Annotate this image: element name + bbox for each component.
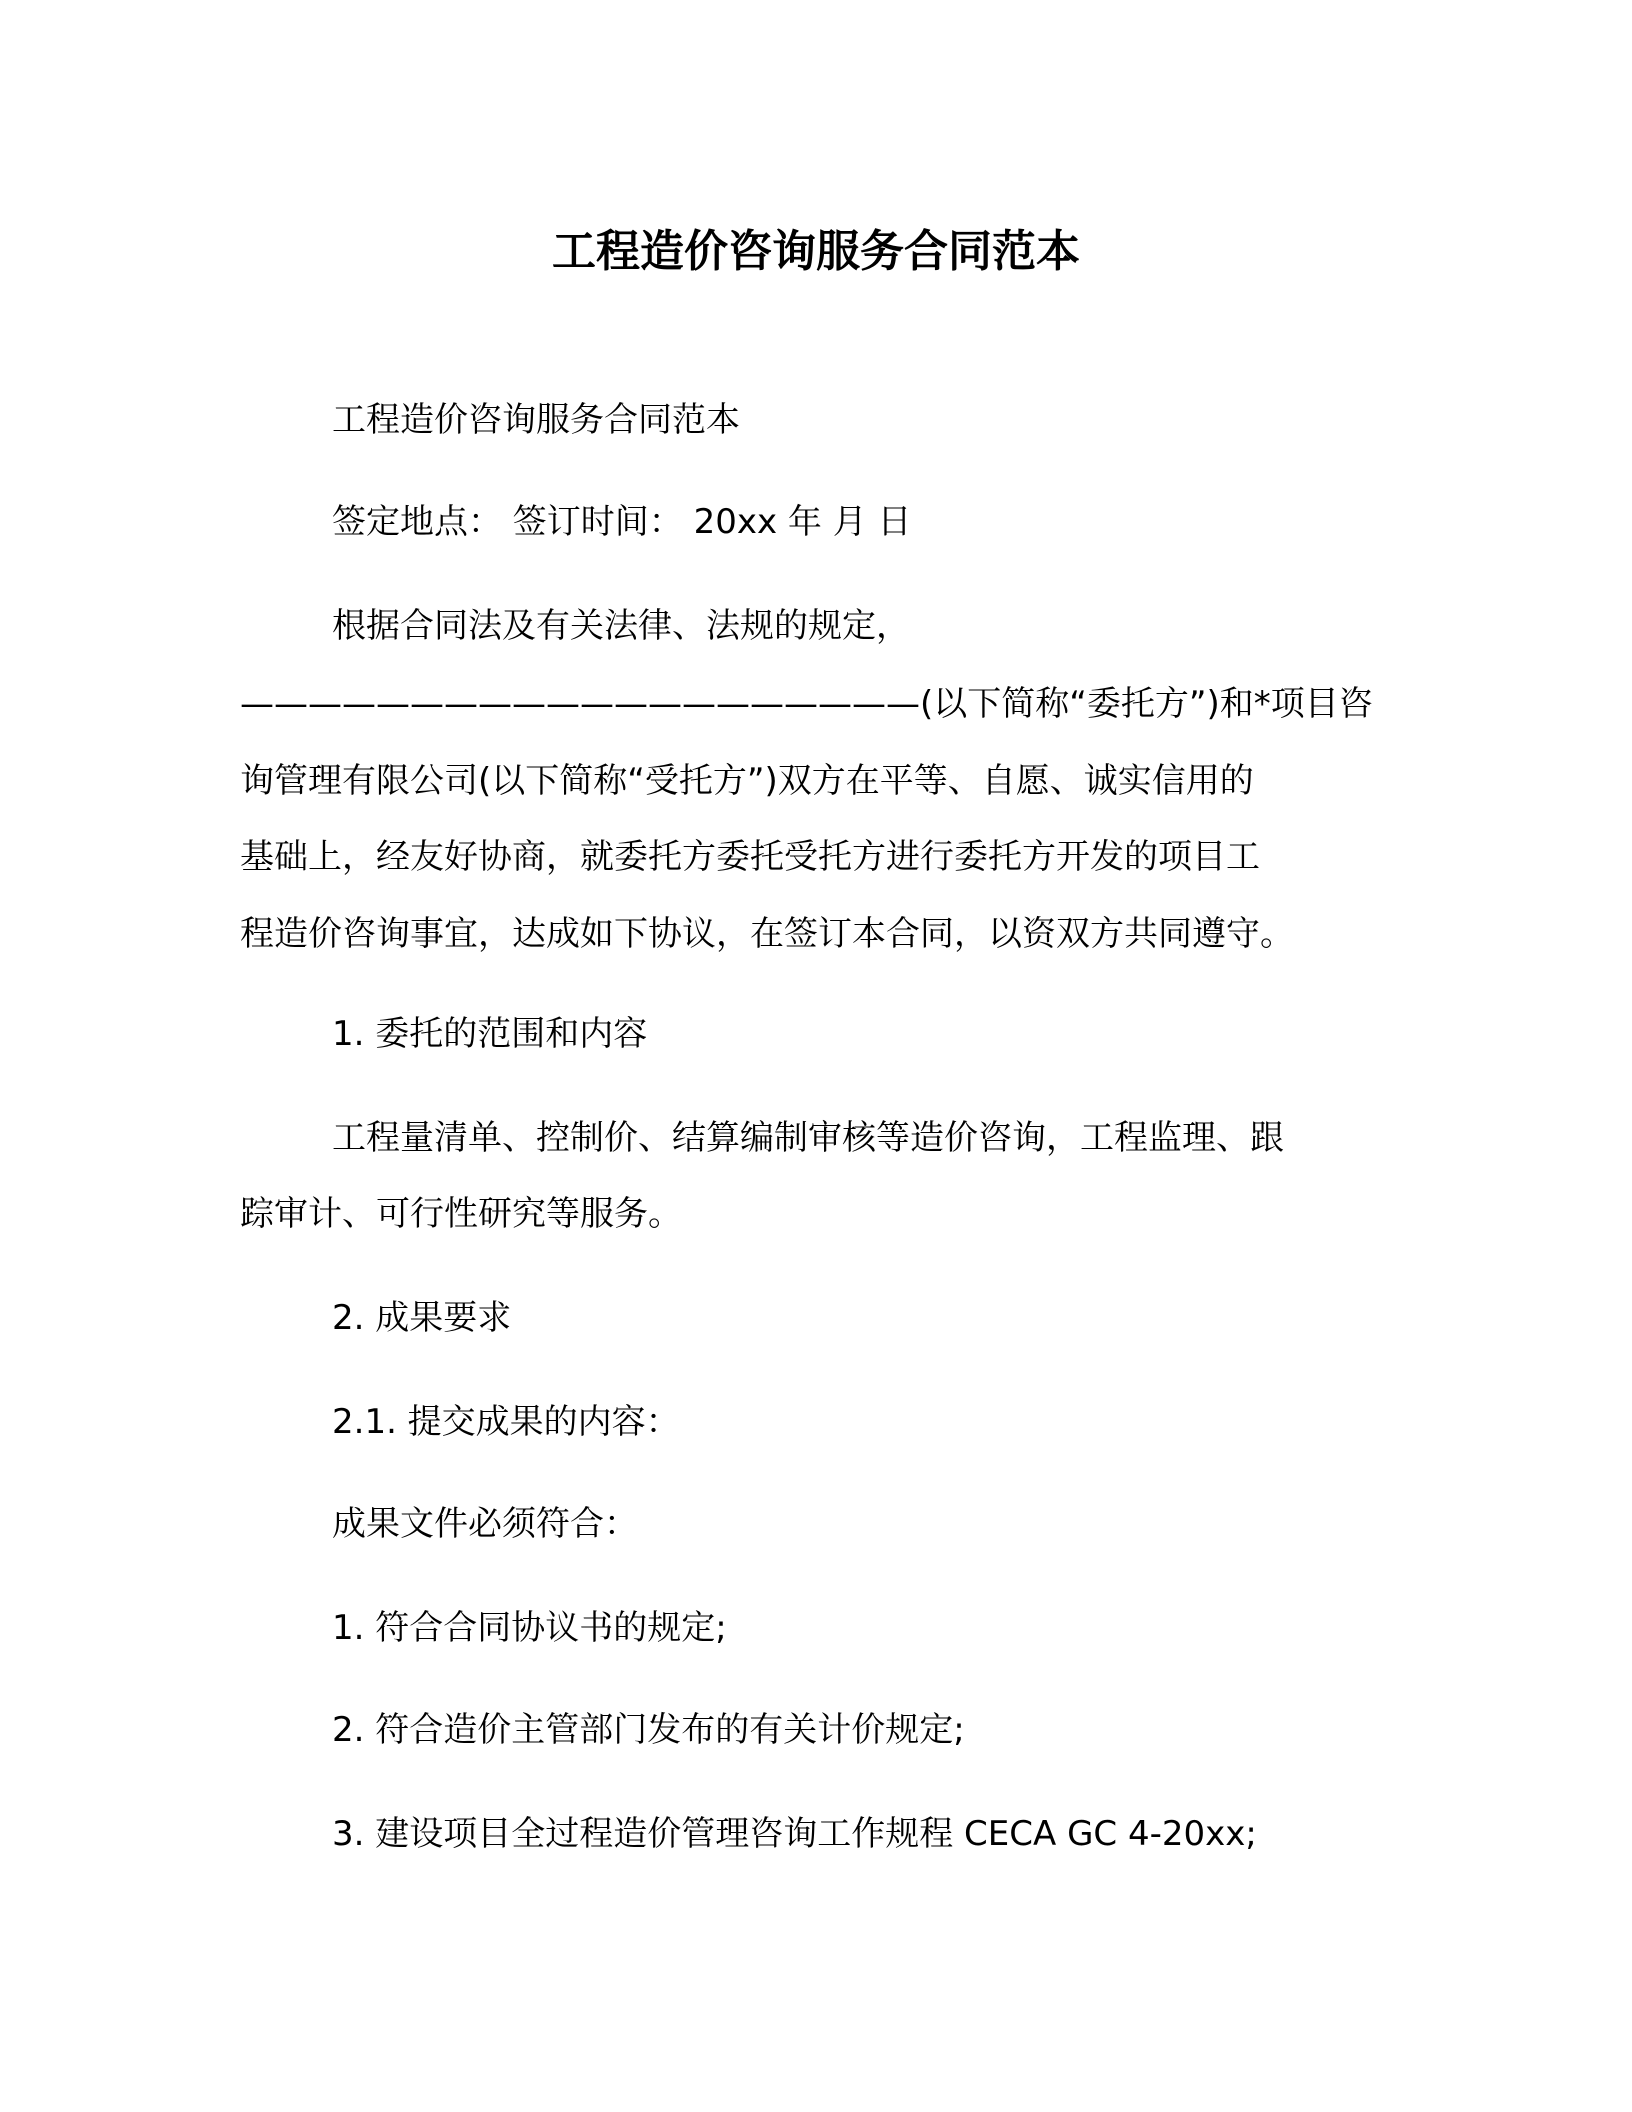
intro-paragraph [240, 666, 1390, 972]
sign-line: 签定地点： 签订时间： 20xx 年 月 日 [332, 502, 912, 542]
intro-line-2: 询管理有限公司(以下简称“受托方”)双方在平等、自愿、诚实信用的 [240, 760, 1254, 801]
section1-line-1: 踪审计、可行性研究等服务。 [240, 1194, 682, 1234]
requirement-item: 2. 符合造价主管部门发布的有关计价规定; [332, 1710, 965, 1750]
intro-line-3: 基础上，经友好协商，就委托方委托受托方进行委托方开发的项目工 [240, 837, 1260, 877]
requirement-item: 1. 符合合同协议书的规定; [332, 1608, 727, 1648]
intro-line-4: 程造价咨询事宜，达成如下协议，在签订本合同，以资双方共同遵守。 [240, 913, 1294, 954]
requirements-intro: 成果文件必须符合： [332, 1504, 638, 1544]
intro-line-0: 根据合同法及有关法律、法规的规定， [332, 606, 910, 646]
section1-line-0: 工程量清单、控制价、结算编制审核等造价咨询，工程监理、跟 [332, 1118, 1284, 1158]
section2-1-heading: 2.1. 提交成果的内容： [332, 1402, 680, 1442]
section2-heading: 2. 成果要求 [332, 1298, 512, 1338]
subtitle: 工程造价咨询服务合同范本 [332, 400, 740, 440]
document-title: 工程造价咨询服务合同范本 [552, 226, 1080, 277]
section1-heading: 1. 委托的范围和内容 [332, 1014, 648, 1054]
intro-line-1: ————————————————————(以下简称“委托方”)和*项目咨 [240, 684, 1373, 724]
requirement-item: 3. 建设项目全过程造价管理咨询工作规程 CECA GC 4-20xx; [332, 1814, 1257, 1854]
